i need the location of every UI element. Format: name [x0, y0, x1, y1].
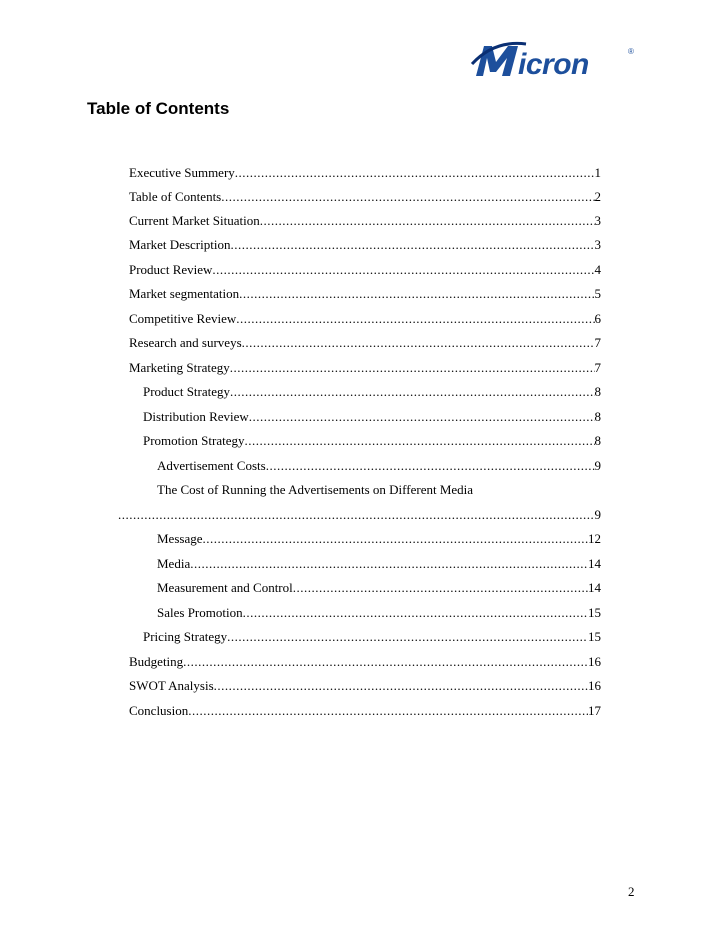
- toc-entry-page: 7: [594, 335, 601, 350]
- toc-entry-page: 4: [594, 262, 601, 277]
- toc-entry-page: 1: [594, 165, 601, 180]
- leader-dots: [118, 507, 595, 523]
- toc-entry[interactable]: [129, 360, 601, 376]
- toc-entry-label: Promotion Strategy: [143, 433, 245, 448]
- leader-dots: [230, 384, 594, 400]
- toc-entry-page: 16: [588, 678, 601, 693]
- toc-entry-page: 5: [594, 286, 601, 301]
- toc-entry[interactable]: [157, 556, 601, 572]
- toc-entry[interactable]: [157, 605, 601, 621]
- leader-dots: [266, 458, 595, 474]
- toc-entry[interactable]: [129, 335, 601, 351]
- toc-entry-label: Product Review: [129, 262, 213, 277]
- toc-entry-label: Research and surveys: [129, 335, 242, 350]
- toc-entry-label: Conclusion: [129, 703, 189, 718]
- toc-entry[interactable]: [157, 580, 601, 596]
- toc-entry-label: Advertisement Costs: [157, 458, 266, 473]
- toc-entry[interactable]: [129, 311, 601, 327]
- toc-entry[interactable]: [143, 409, 601, 425]
- toc-entry-label: Table of Contents: [129, 189, 222, 204]
- toc-entry-page: 14: [588, 580, 601, 595]
- toc-entry-label: Measurement and Control: [157, 580, 293, 595]
- leader-dots: [190, 556, 588, 572]
- leader-dots: [212, 262, 594, 278]
- toc-entry-label: Pricing Strategy: [143, 629, 228, 644]
- toc-entry-label: Message: [157, 531, 203, 546]
- toc-entry-label[interactable]: The Cost of Running the Advertisements on Different Media: [157, 482, 474, 497]
- toc-entry-label: Budgeting: [129, 654, 184, 669]
- toc-entry-page: 8: [594, 433, 601, 448]
- toc-entry-page: 8: [594, 384, 601, 399]
- toc-entry-label: Current Market Situation: [129, 213, 260, 228]
- toc-entry[interactable]: [157, 458, 601, 474]
- toc-entry[interactable]: [129, 654, 601, 670]
- toc-entry[interactable]: [129, 703, 601, 719]
- leader-dots: [236, 311, 594, 327]
- toc-entry[interactable]: [129, 262, 601, 278]
- toc-entry-page: 8: [594, 409, 601, 424]
- toc-entry[interactable]: [129, 286, 601, 302]
- toc-entry-page: 6: [594, 311, 601, 326]
- toc-entry[interactable]: [118, 507, 601, 523]
- toc-entry-page: 14: [588, 556, 601, 571]
- leader-dots: [244, 433, 594, 449]
- toc-entry-page: 16: [588, 654, 601, 669]
- toc-entry[interactable]: [129, 165, 601, 181]
- toc-entry[interactable]: [143, 629, 601, 645]
- leader-dots: [235, 165, 595, 181]
- toc-entry-label: Executive Summery: [129, 165, 235, 180]
- toc-entry-label: Market segmentation: [129, 286, 240, 301]
- leader-dots: [242, 335, 595, 351]
- leader-dots: [230, 237, 594, 253]
- toc-entry[interactable]: [143, 384, 601, 400]
- leader-dots: [227, 629, 588, 645]
- toc-entry[interactable]: [129, 237, 601, 253]
- toc-entry-label: Competitive Review: [129, 311, 237, 326]
- leader-dots: [243, 605, 588, 621]
- micron-logo-icon: [470, 36, 638, 84]
- toc-entry-label: SWOT Analysis: [129, 678, 214, 693]
- toc-entry-page: 2: [594, 189, 601, 204]
- toc-entry-page: 7: [594, 360, 601, 375]
- leader-dots: [188, 703, 588, 719]
- toc-entry-page: 17: [588, 703, 601, 718]
- toc-entry-label: Distribution Review: [143, 409, 249, 424]
- toc-entry-page: 9: [594, 507, 601, 522]
- toc-entry-page: 9: [594, 458, 601, 473]
- toc-entry[interactable]: [129, 213, 601, 229]
- toc-entry[interactable]: [129, 189, 601, 205]
- toc-entry-page: 3: [594, 237, 601, 252]
- toc-entry[interactable]: [129, 678, 601, 694]
- toc-entry-page: 15: [588, 605, 601, 620]
- svg-text:icron: icron: [518, 48, 589, 81]
- leader-dots: [239, 286, 594, 302]
- svg-text:®: ®: [628, 47, 634, 56]
- toc-entry-label: Product Strategy: [143, 384, 231, 399]
- leader-dots: [249, 409, 595, 425]
- toc-entry-page: 3: [594, 213, 601, 228]
- toc-entry-label: Sales Promotion: [157, 605, 243, 620]
- toc-entry[interactable]: [143, 433, 601, 449]
- leader-dots: [203, 531, 589, 547]
- leader-dots: [260, 213, 595, 229]
- toc-entry-label: Media: [157, 556, 191, 571]
- page-number: 2: [628, 884, 635, 899]
- toc-entry-label: Market Description: [129, 237, 231, 252]
- leader-dots: [230, 360, 595, 376]
- micron-logo: [470, 36, 638, 84]
- leader-dots: [293, 580, 588, 596]
- leader-dots: [214, 678, 588, 694]
- page-title: Table of Contents: [87, 99, 230, 118]
- toc-entry[interactable]: [157, 531, 601, 547]
- toc-entry-page: 12: [588, 531, 601, 546]
- leader-dots: [183, 654, 588, 670]
- leader-dots: [221, 189, 594, 205]
- toc-entry-page: 15: [588, 629, 601, 644]
- toc-entry-label: Marketing Strategy: [129, 360, 230, 375]
